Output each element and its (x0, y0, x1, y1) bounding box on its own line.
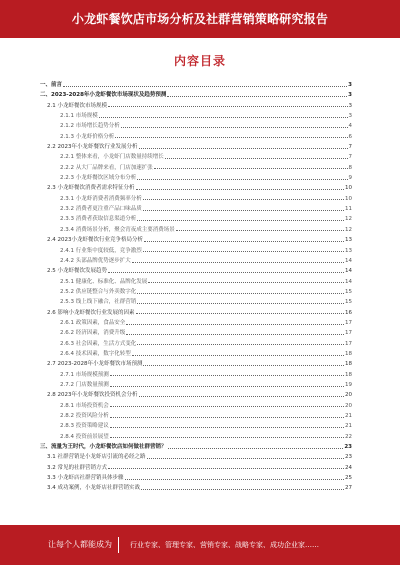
toc-entry-label: 2.1.2 市场增长趋势分析 (60, 123, 120, 130)
toc-entry-page: 20 (345, 392, 352, 399)
toc-entry[interactable] (40, 287, 352, 297)
table-of-contents (40, 80, 352, 494)
toc-entry-label: 2.3.1 小龙虾消费者消费频率分析 (60, 195, 142, 202)
toc-leader-dots (125, 479, 345, 480)
toc-entry[interactable] (40, 297, 352, 307)
toc-leader-dots (108, 468, 344, 469)
toc-entry[interactable] (40, 380, 352, 390)
toc-entry-page: 11 (345, 206, 352, 213)
toc-leader-dots (110, 406, 344, 407)
toc-leader-dots (144, 241, 344, 242)
toc-leader-dots (154, 168, 348, 169)
toc-entry[interactable] (40, 256, 352, 266)
toc-entry-page: 21 (345, 413, 352, 419)
toc-entry-page: 12 (345, 226, 352, 233)
toc-leader-dots (148, 282, 344, 283)
toc-leader-dots (132, 262, 344, 263)
toc-entry-label: 2.1.1 市场规模 (60, 113, 98, 120)
toc-leader-dots (136, 189, 345, 190)
toc-entry-label: 2.1.3 小龙虾价格分析 (60, 133, 115, 140)
toc-entry-label: 2.5 小龙虾餐饮发展趋势 (47, 268, 107, 275)
toc-entry-page: 16 (345, 309, 352, 316)
toc-leader-dots (165, 158, 348, 159)
toc-entry[interactable] (40, 328, 352, 338)
toc-leader-dots (110, 437, 344, 438)
toc-entry-label: 2.8.4 投资前景展望 (60, 433, 109, 440)
toc-entry[interactable] (40, 401, 352, 411)
toc-entry-page: 6 (348, 133, 352, 140)
toc-entry-label: 2.2 2023年小龙虾餐饮行业发展分析 (47, 144, 138, 151)
toc-entry-page: 7 (348, 144, 352, 151)
toc-entry[interactable] (40, 111, 352, 121)
toc-entry[interactable] (40, 442, 352, 452)
footer-divider (118, 537, 119, 553)
toc-leader-dots (110, 375, 344, 376)
toc-entry[interactable] (40, 349, 352, 359)
toc-entry-label: 2.7 2023-2028年小龙虾餐饮市场预测 (47, 361, 143, 368)
toc-entry-page: 14 (345, 257, 352, 264)
toc-entry-label: 2.8.1 市场投资机会 (60, 402, 109, 409)
toc-entry-label: 2.4 2023小龙虾餐饮行业竞争格局分析 (47, 237, 143, 244)
toc-entry-page: 3 (348, 102, 352, 109)
toc-leader-dots (143, 199, 344, 200)
toc-leader-dots (139, 396, 345, 397)
toc-entry-label: 3.1 社群营销是小龙虾店引流的必经之路 (47, 454, 146, 461)
toc-entry-label: 2.6.2 经济因素，消费升级 (60, 330, 126, 337)
toc-entry-page: 15 (345, 299, 352, 306)
toc-leader-dots (168, 448, 344, 449)
toc-entry-page: 3 (348, 92, 352, 99)
toc-entry[interactable] (40, 90, 352, 100)
toc-leader-dots (137, 179, 347, 180)
toc-entry-label: 2.4.1 行业集中度较低，竞争激烈 (60, 247, 142, 254)
toc-heading: 内容目录 (173, 54, 226, 68)
toc-entry-label: 2.7.1 市场规模预测 (60, 371, 109, 378)
toc-entry-page: 3 (348, 113, 352, 120)
toc-leader-dots (110, 417, 344, 418)
toc-entry-page: 8 (348, 164, 352, 171)
toc-entry[interactable] (40, 339, 352, 349)
toc-entry-label: 2.4.2 头部品牌优势逐步扩大 (60, 257, 131, 264)
toc-entry[interactable] (40, 432, 352, 442)
toc-leader-dots (167, 96, 347, 97)
header-divider (0, 38, 400, 40)
toc-entry-label: 2.8 2023年小龙虾餐饮投资机会分析 (47, 392, 138, 399)
toc-entry-label: 2.3.2 消费者更注重产品口味品质 (60, 206, 142, 213)
toc-entry-page: 20 (345, 402, 352, 409)
toc-entry[interactable] (40, 80, 352, 90)
footer-slogan: 让每个人都能成为 (48, 540, 112, 549)
toc-entry-label: 2.2.2 从大厂品牌来看，门店加速扩张 (60, 164, 153, 171)
toc-entry-page: 15 (345, 288, 352, 295)
toc-leader-dots (99, 117, 348, 118)
toc-entry-label: 2.5.2 供应链整合与外卖数字化 (60, 288, 137, 295)
toc-leader-dots (63, 86, 347, 87)
toc-leader-dots (115, 137, 347, 138)
toc-entry[interactable] (40, 132, 352, 142)
report-title: 小龙虾餐饮店市场分析及社群营销策略研究报告 (71, 12, 329, 26)
toc-leader-dots (139, 148, 348, 149)
toc-entry[interactable] (40, 101, 352, 111)
toc-entry-page: 18 (345, 371, 352, 378)
toc-entry-page: 10 (345, 185, 352, 192)
toc-entry-page: 24 (345, 464, 352, 471)
footer-bar (0, 525, 400, 565)
toc-entry-page: 17 (345, 340, 352, 347)
toc-leader-dots (143, 365, 344, 366)
toc-leader-dots (136, 313, 345, 314)
toc-entry-page: 23 (344, 444, 352, 451)
toc-entry-label: 2.5.3 线上线下融合，社群营销 (60, 299, 137, 306)
toc-entry-page: 27 (345, 485, 352, 492)
toc-entry[interactable] (40, 473, 352, 483)
toc-entry-label: 2.6.3 社会因素，生活方式变化 (60, 340, 137, 347)
toc-entry[interactable] (40, 152, 352, 162)
toc-entry[interactable] (40, 411, 352, 421)
toc-leader-dots (137, 220, 344, 221)
toc-leader-dots (126, 334, 344, 335)
toc-entry-page: 10 (345, 195, 352, 202)
toc-entry[interactable] (40, 452, 352, 462)
toc-entry[interactable] (40, 308, 352, 318)
toc-entry[interactable] (40, 266, 352, 276)
toc-entry-page: 9 (348, 175, 352, 182)
toc-entry-page: 13 (345, 247, 352, 254)
toc-entry[interactable] (40, 463, 352, 473)
toc-leader-dots (147, 458, 345, 459)
toc-entry-page: 19 (345, 381, 352, 388)
toc-leader-dots (137, 303, 344, 304)
toc-entry[interactable] (40, 183, 352, 193)
toc-entry[interactable] (40, 204, 352, 214)
toc-entry[interactable] (40, 214, 352, 224)
toc-entry-label: 2.8.3 投资策略建议 (60, 423, 109, 430)
toc-entry-label: 3.3 小龙虾店社群营销具体步骤 (47, 475, 124, 482)
toc-entry[interactable] (40, 173, 352, 183)
toc-entry[interactable] (40, 246, 352, 256)
toc-entry-label: 2.7.2 门店数量预测 (60, 381, 109, 388)
toc-entry[interactable] (40, 359, 352, 369)
toc-entry-label: 3.4 成功案例，小龙虾店社群营销实战 (47, 485, 140, 492)
toc-entry-page: 17 (345, 319, 352, 326)
toc-entry-page: 12 (345, 216, 352, 223)
toc-entry-page: 18 (345, 361, 352, 368)
toc-entry[interactable] (40, 235, 352, 245)
toc-leader-dots (132, 355, 344, 356)
toc-entry-page: 3 (348, 82, 352, 88)
toc-entry-page: 14 (345, 268, 352, 275)
toc-entry[interactable] (40, 318, 352, 328)
toc-entry-label: 2.3 小龙虾餐饮消费者需求特征分析 (47, 185, 135, 192)
toc-entry-label: 二、2023-2028年小龙虾餐饮市场现状及趋势预测 (40, 92, 167, 99)
toc-entry-page: 22 (345, 433, 352, 440)
toc-leader-dots (121, 127, 348, 128)
toc-leader-dots (126, 324, 344, 325)
toc-entry[interactable] (40, 390, 352, 400)
toc-leader-dots (143, 210, 344, 211)
toc-entry-page: 13 (345, 237, 352, 244)
toc-entry[interactable] (40, 483, 352, 493)
toc-leader-dots (143, 251, 344, 252)
toc-entry[interactable] (40, 421, 352, 431)
toc-entry-page: 7 (348, 154, 352, 161)
toc-entry-page: 14 (345, 278, 352, 285)
toc-leader-dots (176, 230, 344, 231)
toc-entry-label: 2.1 小龙虾餐饮市场规模 (47, 102, 107, 109)
toc-entry-page: 18 (345, 350, 352, 357)
toc-entry-page: 21 (345, 423, 352, 430)
toc-entry[interactable] (40, 277, 352, 287)
toc-entry-label: 2.6.1 政策因素，食品安全 (60, 319, 126, 326)
toc-entry-page: 17 (345, 330, 352, 337)
toc-entry-label: 2.6 影响小龙虾餐饮行业发展的因素 (47, 309, 135, 316)
toc-entry-label: 2.2.1 整体来看，小龙虾门店数量持续增长 (60, 154, 164, 161)
toc-entry-label: 2.3.4 消费场景分析，聚会宵夜成主要消费场景 (60, 226, 175, 233)
toc-entry[interactable] (40, 225, 352, 235)
toc-entry-page: 4 (348, 123, 352, 130)
toc-entry-label: 3.2 常见的社群营销方式 (47, 464, 107, 471)
toc-leader-dots (108, 272, 344, 273)
toc-leader-dots (110, 427, 344, 428)
toc-leader-dots (110, 386, 344, 387)
toc-entry[interactable] (40, 194, 352, 204)
toc-leader-dots (141, 489, 344, 490)
footer-tagline: 行业专家、管理专家、营销专家、战略专家、成功企业家…… (130, 541, 319, 549)
toc-leader-dots (108, 106, 348, 107)
toc-entry-label: 2.2.3 小龙虾餐饮区域分布分析 (60, 175, 137, 182)
toc-entry-page: 23 (345, 454, 352, 461)
toc-entry-label: 2.8.2 投资风险分析 (60, 413, 109, 419)
toc-entry-label: 2.3.3 消费者获取信息渠道分析 (60, 216, 137, 223)
toc-entry-page: 25 (345, 475, 352, 482)
toc-entry[interactable] (40, 370, 352, 380)
toc-leader-dots (137, 344, 344, 345)
toc-entry[interactable] (40, 142, 352, 152)
toc-entry-label: 一、前言 (40, 82, 63, 88)
toc-entry-label: 2.6.4 技术因素，数字化转型 (60, 350, 131, 357)
toc-entry-label: 三、流量为王时代，小龙虾餐饮店如何做社群营销？ (40, 444, 167, 451)
toc-entry-label: 2.5.1 健康化、标准化、品牌化发展 (60, 278, 148, 285)
toc-entry[interactable] (40, 163, 352, 173)
toc-leader-dots (137, 293, 344, 294)
toc-entry[interactable] (40, 121, 352, 131)
